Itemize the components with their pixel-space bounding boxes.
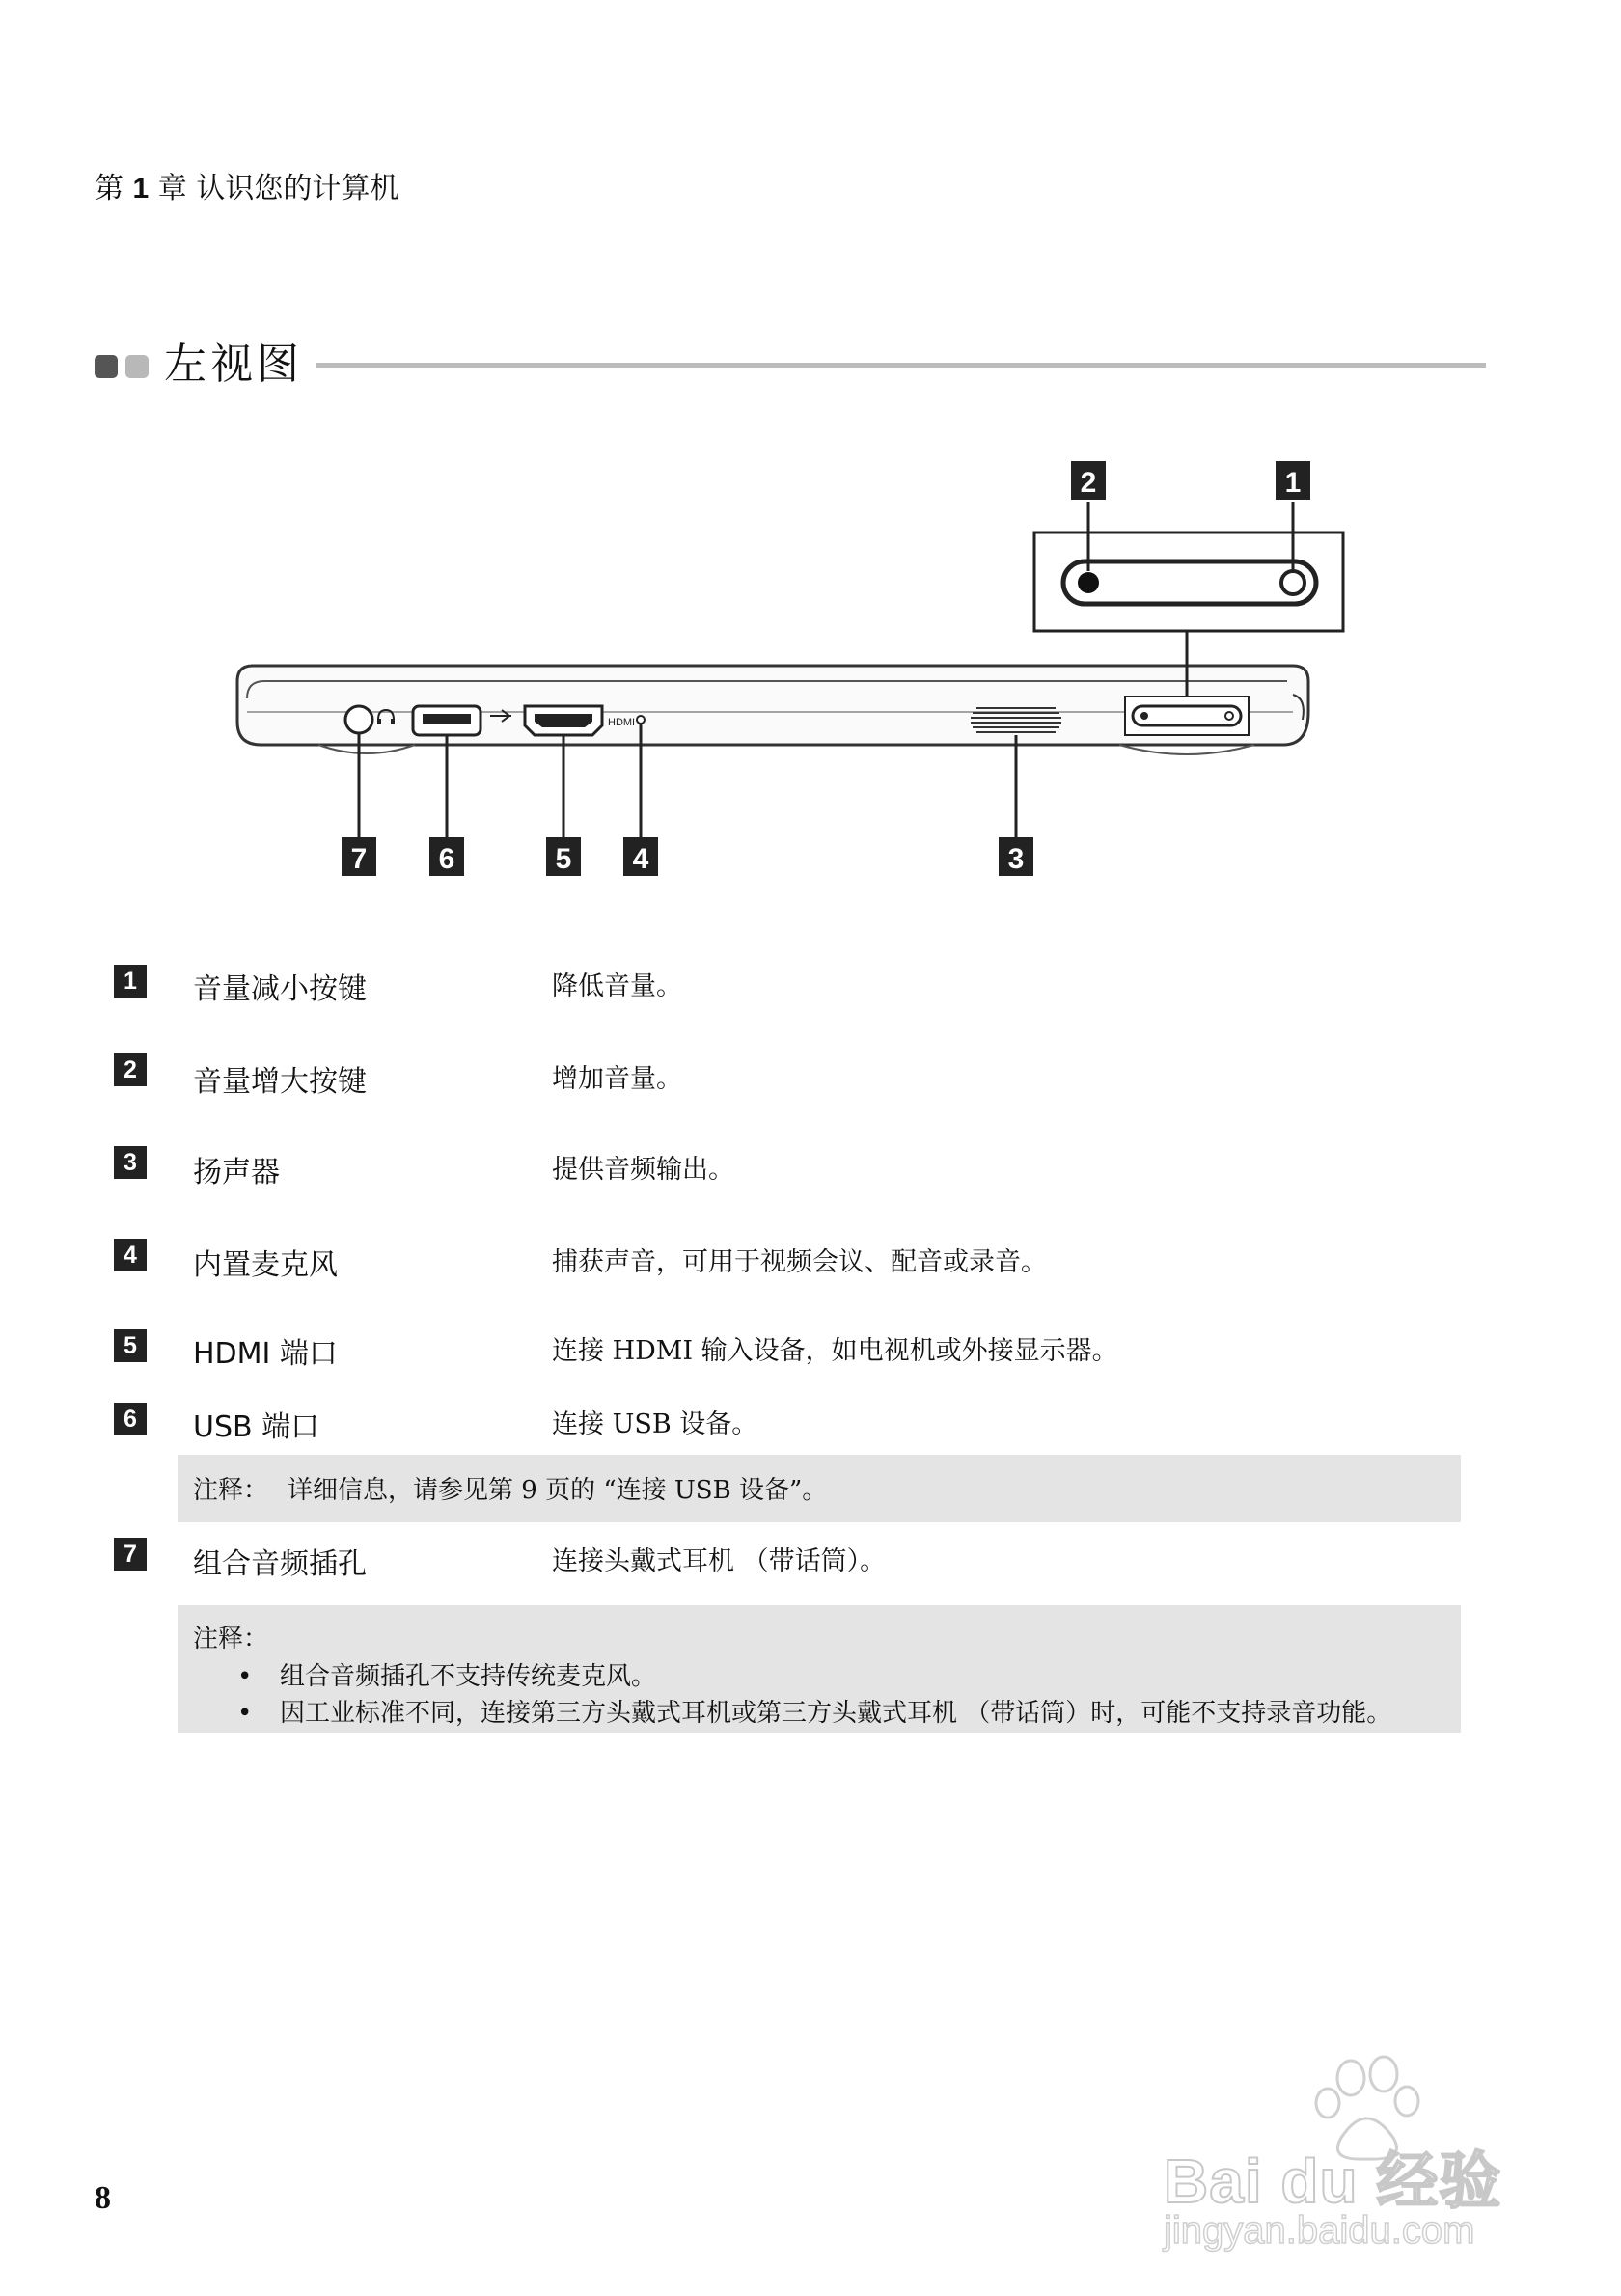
item-description: 降低音量。: [552, 971, 682, 1001]
item-number: 3: [114, 1146, 147, 1179]
item-description: 提供音频输出。: [552, 1155, 734, 1185]
note-label: 注释：: [193, 1476, 269, 1505]
item-description: 连接 HDMI 输入设备，如电视机或外接显示器。: [552, 1336, 1118, 1366]
note-label: 注释：: [193, 1625, 269, 1654]
left-view-diagram: [0, 0, 1621, 907]
item-name: HDMI 端口: [193, 1337, 338, 1371]
section-title: 左视图: [164, 340, 303, 389]
callout-4: [623, 837, 658, 876]
chapter-title: 章 认识您的计算机: [157, 172, 399, 205]
callout-1-label: 1: [1284, 467, 1302, 499]
volume-rocker-zoom: [1034, 533, 1343, 631]
item-number: 1: [114, 965, 147, 998]
item-name: 音量增大按键: [193, 1065, 367, 1099]
note-usb: [178, 1455, 1461, 1522]
callout-2-label: 2: [1080, 467, 1097, 499]
callout-3-label: 3: [1007, 843, 1025, 875]
item-name: 扬声器: [193, 1156, 280, 1189]
note-text: 详细信息，请参见第 9 页的 “连接 USB 设备”。: [288, 1476, 828, 1505]
item-number: 4: [114, 1239, 147, 1271]
hdmi-port-label: HDMI: [608, 717, 636, 728]
chapter-number: 1: [132, 173, 150, 205]
callout-1: [1276, 461, 1310, 500]
page-number: 8: [95, 2180, 111, 2216]
callout-6: [429, 837, 464, 876]
watermark-brand: Bai du 经验: [1164, 2146, 1502, 2216]
microphone-hole: [637, 716, 645, 724]
watermark-url: jingyan.baidu.com: [1164, 2209, 1475, 2252]
chapter-prefix: 第: [95, 172, 124, 205]
callout-7: [342, 837, 376, 876]
item-name: 内置麦克风: [193, 1248, 338, 1282]
note-bullet: • 因工业标准不同，连接第三方头戴式耳机或第三方头戴式耳机 （带话筒）时，可能不支持录音功能。: [178, 1695, 1461, 1732]
note-bullet: • 组合音频插孔不支持传统麦克风。: [178, 1658, 1461, 1695]
item-description: 增加音量。: [552, 1064, 682, 1094]
item-number: 2: [114, 1053, 147, 1086]
callout-5-label: 5: [555, 843, 572, 875]
note-audio: [178, 1605, 1461, 1733]
item-number: 7: [114, 1538, 147, 1571]
callout-7-label: 7: [350, 843, 368, 875]
callout-2: [1071, 461, 1106, 500]
item-description: 连接 USB 设备。: [552, 1409, 758, 1439]
item-name: 音量减小按键: [193, 972, 367, 1006]
item-number: 6: [114, 1403, 147, 1435]
note-bullets: [178, 1658, 1461, 1732]
item-number: 5: [114, 1329, 147, 1362]
item-description: 连接头戴式耳机 （带话筒）。: [552, 1546, 887, 1576]
item-name: 组合音频插孔: [193, 1547, 367, 1581]
volume-rocker-small: [1125, 697, 1249, 735]
item-name: USB 端口: [193, 1410, 320, 1444]
callout-3: [999, 837, 1033, 876]
callout-6-label: 6: [438, 843, 455, 875]
callout-5: [546, 837, 581, 876]
item-description: 捕获声音，可用于视频会议、配音或录音。: [552, 1247, 1047, 1277]
callout-4-label: 4: [632, 843, 649, 875]
